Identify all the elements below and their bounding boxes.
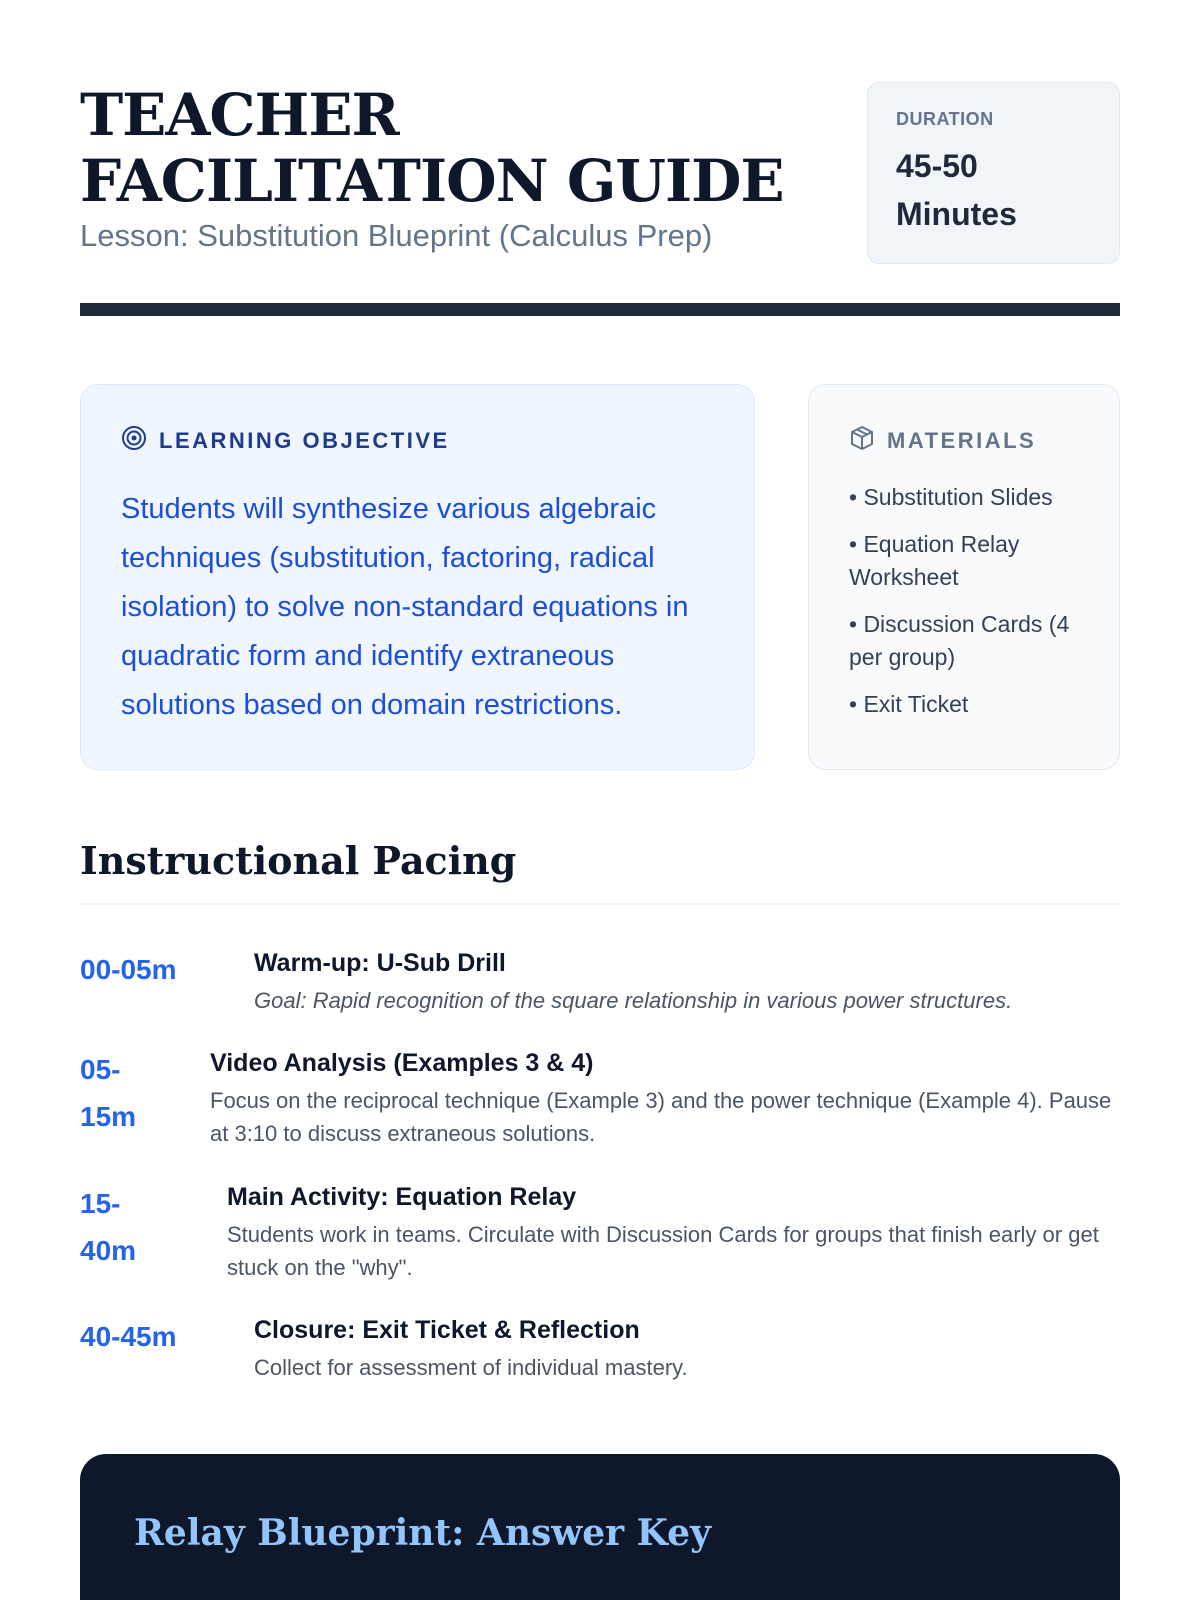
facilitation-guide-page <box>80 0 1120 1600</box>
materials-item: • Discussion Cards (4 per group) <box>849 611 1070 670</box>
materials-heading: MATERIALS <box>887 428 1037 453</box>
materials-item: • Exit Ticket <box>849 691 969 717</box>
pacing-time: 15-40m <box>80 1188 137 1266</box>
pacing-body <box>210 1046 1120 1150</box>
pacing-description: Goal: Rapid recognition of the square relationship in various power structures. <box>254 988 1013 1013</box>
pacing-heading: Video Analysis (Examples 3 & 4) <box>210 1049 594 1077</box>
materials-item: • Equation Relay Worksheet <box>849 531 1020 590</box>
objective-heading: LEARNING OBJECTIVE <box>159 428 450 453</box>
pacing-time: 05-15m <box>80 1054 137 1132</box>
page-header <box>80 82 1120 272</box>
pacing-heading: Warm-up: U-Sub Drill <box>254 949 506 977</box>
pacing-heading: Main Activity: Equation Relay <box>227 1183 577 1211</box>
materials-item: • Substitution Slides <box>849 484 1053 510</box>
objective-text: Students will synthesize various algebraic techniques (substitution, factoring, radical isolation) to solve non-standard equations in quadratic form and identify extraneous solutions based on domain restrictions. <box>121 493 689 721</box>
materials-heading-row <box>849 425 1079 457</box>
pacing-body <box>254 946 1120 1017</box>
page-title: TEACHER FACILITATION GUIDE <box>80 81 784 215</box>
pacing-description: Focus on the reciprocal technique (Example 3) and the power technique (Example 4). Pause at 3:10 to discuss extraneous solutions. <box>210 1088 1112 1146</box>
materials-card <box>808 384 1120 770</box>
target-icon <box>121 425 147 457</box>
pacing-description: Collect for assessment of individual mastery. <box>254 1355 688 1380</box>
answer-key-title: Relay Blueprint: Answer Key <box>134 1512 711 1554</box>
duration-card <box>867 82 1120 264</box>
pacing-heading: Closure: Exit Ticket & Reflection <box>254 1316 640 1344</box>
materials-list <box>849 481 1079 721</box>
duration-label: DURATION <box>896 109 994 129</box>
pacing-body <box>227 1180 1120 1284</box>
header-divider <box>80 303 1120 316</box>
lesson-subtitle: Lesson: Substitution Blueprint (Calculus Prep) <box>80 218 713 253</box>
pacing-divider <box>80 903 1120 905</box>
objective-heading-row <box>121 425 714 457</box>
pacing-section-title: Instructional Pacing <box>80 838 517 883</box>
pacing-time: 40-45m <box>80 1321 177 1352</box>
pacing-description: Students work in teams. Circulate with Discussion Cards for groups that finish early or get stuck on the "why". <box>227 1222 1099 1280</box>
duration-value: 45-50 Minutes <box>896 148 1017 232</box>
box-icon <box>849 425 875 457</box>
pacing-time: 00-05m <box>80 954 177 985</box>
answer-key-panel <box>80 1454 1120 1600</box>
learning-objective-card <box>80 384 755 770</box>
pacing-body <box>254 1313 1120 1384</box>
